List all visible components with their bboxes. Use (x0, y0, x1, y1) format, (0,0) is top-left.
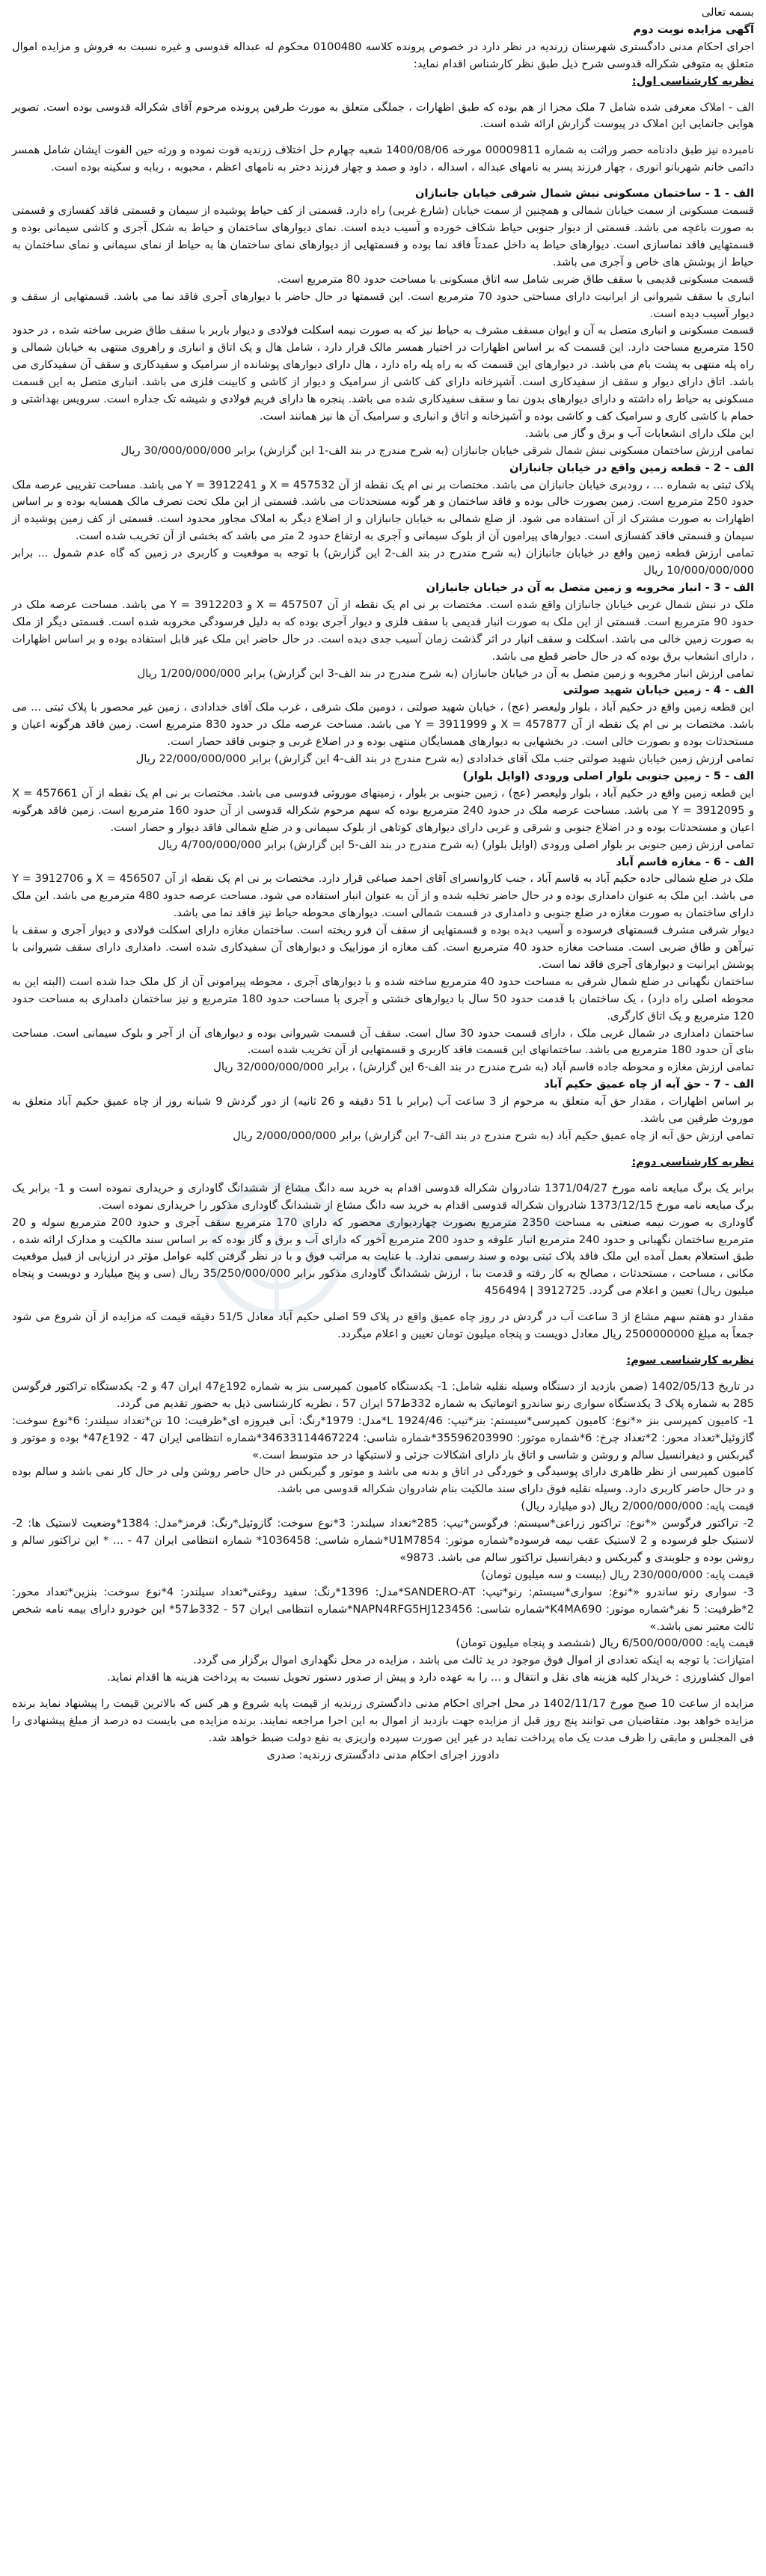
paragraph: این قطعه زمین واقع در حکیم آباد ، بلوار ولیعصر (عج) ، زمین جنوبی بر بلوار ، زمینهای موروثی قدوسی می باشد. مختصات بر نی ام یک نقطه از آن 457661 = X و 3912095 = Y می باشد. مساحت عرصه ملک در حدود 240 مترمربع بوده که سهم مرحوم شکراله قدوسی از آن حدود 160 مترمربع است. زمین فاقد هرگونه اعیان و مستحدثات بوده و در اضلاع جنوبی و شرقی و غربی دارای دیوارهای کوتاهی از بلوک سیمانی و در ضلع شمالی فاقد دیوار و حصار است. (12, 786, 754, 834)
paragraph: انباری با سقف شیروانی از ایرانیت دارای مساحتی حدود 70 مترمربع است. این قسمتها در حال حاضر با دیوارهای آجری فاقد نما می باشد. قسمتهایی از سقف و دیوار آسیب دیده است. (12, 289, 754, 320)
price-line: تمامی ارزش قطعه زمین واقع در خیابان جانبازان (به شرح مندرج در بند الف-2 این گزارش) با توجه به موقعیت و کاربری در زمین که گاه عدم شمول ... برابر 10/000/000/000 ریال (12, 547, 754, 577)
section-heading: الف - 4 - زمین خیابان شهید صولتی (563, 684, 754, 697)
price-line: تمامی ارزش زمین خیابان شهید صولتی جنب ملک آقای خدادادی (به شرح مندرج در بند الف-4 این گزارش) برابر 22/000/000/000 ریال (135, 752, 754, 766)
notice-title: آگهی مزایده نوبت دوم (633, 22, 754, 36)
paragraph: دیوار شرقی مشرف قسمتهای فرسوده و آسیب دیده بوده و قسمتهایی از سقف آن فرو ریخته است. ساختمان مغازه دارای اسکلت فولادی و دیوار آجری و سقف با تیرآهن و طاق ضربی است. مساحت مغازه حدود 40 مترمربع است. کف مغازه از موزاییک و دیوارهای آن سفیدکاری شده است. دامداری دارای سقف شیروانی با پوشش ایرانیت و دیوارهای آجری فاقد نما است. (12, 924, 754, 971)
intro-paragraph: اجرای احکام مدنی دادگستری شهرستان زرندیه در نظر دارد در خصوص پرونده کلاسه 0100480 محکوم له عبداله قدوسی و غیره نسبت به فروش و مزایده اموال متعلق به متوفی شکراله قدوسی شرح ذیل طبق نظر کارشناس اقدام نماید: (12, 40, 754, 70)
section-heading: الف - 5 - زمین جنوبی بلوار اصلی ورودی (اوایل بلوار) (462, 769, 754, 782)
section-heading: الف - 2 - قطعه زمین واقع در خیابان جانبازان (509, 461, 754, 474)
price-line: تمامی ارزش حق آبه از چاه عمیق حکیم آباد (به شرح مندرج در بند الف-7 این گزارش) برابر 2/000/000/000 ریال (233, 1129, 754, 1142)
paragraph: قسمت مسکونی قدیمی با سقف طاق ضربی شامل سه اتاق مسکونی با مساحت حدود 80 مترمربع است. (277, 272, 754, 286)
paragraph: الف - املاک معرفی شده شامل 7 ملک مجزا از هم بوده که طبق اظهارات ، جملگی متعلق به مورث طرفین پرونده مرحوم آقای شکراله قدوسی بوده است. تصویر هوایی جانمایی این املاک در پیوست گزارش ارائه شده است. (12, 100, 755, 131)
paragraph: قسمت مسکونی و انباری متصل به آن و ایوان مسقف مشرف به حیاط نیز که به صورت نیمه اسکلت فولادی و دیوار باربر با سقف طاق ضربی ساخته شده ، در حدود 150 مترمربع مساحت دارد. این قسمت که بر اساس اظهارات در اختیار همسر مالک قرار دارد ، شامل هال و یک اتاق و انباری و راهروی منتهی به خیابان شمالی و راه پله منتهی به پشت بام می باشد. در دیوارهای این قسمت که به راه پله راه دارد ، هال دارای دیوارهای پوشانده از سرامیک و سفیدکاری و سقف آن سفیدکاری می باشد. اتاق دارای دیوار و سقف از سفیدکاری است. آشپزخانه دارای کف کاشی از سرامیک و دیوار از کاشی و کابینت فلزی می باشد. انباری متصل به این قسمت مسکونی به حیاط راه داشته و دارای دیوارهای بدون نما و سقف سفیدکاری شده می باشد. پنجره ها دارای فریم فولادی و شیشه تک جداره است. سرویس بهداشتی و حمام با کاشی کاری و سرامیک کف و کاشی بوده و آشپزخانه و اتاق و انباری و سرامیک آن ها نیز همانند است. (12, 324, 754, 423)
signature-line: دادورز اجرای احکام مدنی دادگستری زرندیه: صدری (266, 1748, 500, 1761)
paragraph: ملک در ضلع شمالی جاده حکیم آباد به قاسم آباد ، جنب کاروانسرای آقای احمد صباغی قرار دارد. مختصات بر نی ام یک نقطه از آن 456507 = X و 3912706 = Y می باشد. این ملک به عنوان دامداری بوده و در حال حاضر تخلیه شده و از آن به عنوان انبار استفاده می شود. مساحت عرصه حدود 480 مترمربع می باشد. این ملک دارای ساختمان به صورت مغازه در ضلع جنوبی و دامداری در قسمت شمالی است. دیوارهای محوطه حیاط نیز فاقد نما می باشد. (12, 872, 754, 920)
paragraph: اموال کشاورزی : خریدار کلیه هزینه های نقل و انتقال و ... را به عهده دارد و پیش از صدور دستور تحویل نسبت به پرداخت هزینه ها اقدام نماید. (107, 1671, 754, 1684)
paragraph: پلاک ثبتی به شماره ... ، رودبری خیابان جانبازان می باشد. مختصات بر نی ام یک نقطه از آن 457532 = X و 3912241 = Y می باشد. مساحت تقریبی عرصه ملک حدود 250 مترمربع است. زمین بصورت خالی بوده و فاقد ساختمان و هر گونه مستحدثات می باشد. قسمتی از این ملک تحت تصرف مالک همسایه بوده و بر اساس اظهارات به صورت مشترک از آن استفاده می شود. از ضلع شمالی به خیابان جانبازان و از اضلاع دیگر به املاک مجاور محدود است. قسمتی از کف زمین پوشیده از سیمان و قسمتی فاقد کفسازی است. دیوارهای پیرامون آن از بلوک سیمانی و آجری به ارتفاع حدود 2 متر می باشد که بخشی از آن تخریب شده است. (12, 478, 755, 543)
basmala: بسمه تعالی (701, 6, 754, 19)
paragraph: نامبرده نیز طبق دادنامه حصر وراثت به شماره 00009811 مورخه 1400/08/06 شعبه چهارم حل اختلاف زرندیه فوت نموده و ورثه حین الفوت ایشان شامل همسر دائمی خانم شهربانو انوری ، چهار فرزند پسر به نامهای عبداله ، اسداله ، داود و صمد و چهار فرزند دختر به نامهای اعظم ، محبوبه ، ربابه و سکینه بوده است. (12, 144, 754, 174)
paragraph: ساختمان نگهبانی در ضلع شمال شرقی به مساحت حدود 40 مترمربع ساخته شده و با دیوارهای آجری ، محوطه پیرامونی آن از کل ملک جدا شده است (البته این به محوطه اصلی راه دارد) ، یک ساختمان با قدمت حدود 50 سال با دیوارهای خشتی و آجری با مساحت حدود 180 مترمربع و نیز ساختمان دامداری به مساحت حدود 120 مترمربع و یک اتاق کارگری. (12, 975, 754, 1022)
paragraph: برابر یک برگ مبایعه نامه مورخ 1371/04/27 شادروان شکراله قدوسی اقدام به خرید سه دانگ مشاع از ششدانگ گاوداری و خریداری نموده است و 1- برابر یک برگ مبایعه نامه مورخ 1373/12/15 شادروان شکراله قدوسی اقدام به خرید سه دانگ مشاع از ششدانگ گاوداری مذکور را خریداری نموده است. (12, 1181, 755, 1212)
expert-opinion-heading: نظریه کارشناسی سوم: (626, 1353, 754, 1367)
paragraph: ساختمان دامداری در شمال غربی ملک ، دارای قسمت حدود 30 سال است. سقف آن قسمت شیروانی بوده و دیوارهای آن از آجر و بلوک سیمانی است. مساحت بنای آن حدود 180 مترمربع می باشد. ساختمانهای این قسمت فاقد کاربری و قسمتهایی از آن تخریب شده است. (12, 1026, 755, 1057)
paragraph: امتیازات: با توجه به اینکه تعدادی از اموال فوق موجود در ید ثالث می باشد ، مزایده در محل نگهداری اموال برگزار می گردد. (193, 1654, 754, 1667)
price-line: تمامی ارزش مغازه و محوطه جاده قاسم آباد (به شرح مندرج در بند الف-6 این گزارش) ، برابر 32/000/000/000 ریال (213, 1061, 754, 1074)
paragraph: 2- تراکتور فرگوسن «*نوع: تراکتور زراعی*سیستم: فرگوسن*تیپ: 285*تعداد سیلندر: 3*نوع سوخت: گازوئیل*رنگ: قرمز*مدل: 1384*وضعیت لاستیک ها: 2- لاستیک جلو فرسوده و 2 لاستیک عقب نیمه فرسوده*شماره موتور: U1M7854*شماره شاسی: 1036458* شماره انتظامی ایران 47 - ... * این تراکتور سالم و روشن بوده و جلوبندی و گیربکس و دیفرانسیل تراکتور سالم می باشد. 9873» (12, 1517, 754, 1564)
expert-opinion-heading: نظریه کارشناسی اول: (631, 74, 754, 88)
paragraph: قسمت مسکونی از سمت خیابان شمالی و همچنین از سمت خیابان (شارع غربی) راه دارد. قسمتی از کف حیاط پوشیده از سیمان و قسمتی فاقد کفسازی و قسمتی به صورت باغچه می باشد. قسمتی از دیوار جنوبی حیاط شکاف خورده و آسیب دیده است. نمای دیوارهای ساختمان و حیاط به شکل آجری و کاشی سیمانی بوده و قسمتهایی فاقد نماسازی است. دیوارهای حیاط به داخل عمدتاً فاقد نما بوده و قسمتهایی از دیوارهای نمای ساختمان ها به حیاط از نمای سیمانی و نمای ساختمان به حیاط از پوشش های خاص و آجری می باشد. (12, 204, 754, 269)
price-line: تمامی ارزش ساختمان مسکونی نبش شمال شرقی خیابان جانبازان (به شرح مندرج در بند الف-1 این گزارش) برابر 30/000/000/000 ریال (120, 444, 754, 457)
paragraph: 1- کامیون کمپرسی بنز «*نوع: کامیون کمپرسی*سیستم: بنز*تیپ: L 1924/46*مدل: 1979*رنگ: آبی فیروزه ای*ظرفیت: 10 تن*تعداد سیلندر: 6*نوع سوخت: گازوئیل*تعداد محور: 2*تعداد چرخ: 6*شماره موتور: 35596203990*شماره شاسی: 34633114467224*شماره انتظامی ایران 47 - 192ع47* بوده و موتور و گیربکس و دیفرانسیل سالم و روشن و شاسی و اتاق بار دارای اشکالات جزئی و لاستیکها در حد متوسط است.» (12, 1414, 754, 1462)
price-line: تمامی ارزش زمین جنوبی بر بلوار اصلی ورودی (اوایل بلوار) (به شرح مندرج در بند الف-5 این گزارش) برابر 4/700/000/000 ریال (158, 838, 754, 851)
auction-terms-paragraph: مزایده از ساعت 10 صبح مورخ 1402/11/17 در محل اجرای احکام مدنی دادگستری زرندیه از قیمت پایه شروع و هر کس که بالاترین قیمت را پیشنهاد نماید برنده مزایده خواهد بود. متقاضیان می توانند پنج روز قبل از مزایده جهت بازدید از اموال به این اجرا مراجعه نمایند. برنده مزایده می بایست ده درصد از مبلغ پیشنهادی را فی المجلس و مابقی را ظرف مدت یک ماه پرداخت نماید در غیر این صورت سپرده واریزی به نفع دولت ضبط خواهد شد. (12, 1697, 754, 1744)
paragraph: در تاریخ 1402/05/13 (ضمن بازدید از دستگاه وسیله نقلیه شامل: 1- یکدستگاه کامیون کمپرسی بنز به شماره 192ع47 ایران 47 و 2- یکدستگاه تراکتور فرگوسن 285 به شماره پلاک 3 یکدستگاه سواری رنو ساندرو اتوماتیک به شماره 332ط57 ایران 57 ، نظریه کارشناسی ذیل به حضور تقدیم می گردد. (12, 1379, 754, 1410)
price-line: تمامی ارزش انبار مخروبه و زمین متصل به آن در خیابان جانبازان (به شرح مندرج در بند الف-3 این گزارش) برابر 1/200/000/000 ریال (137, 666, 754, 680)
section-heading: الف - 3 - انبار مخروبه و زمین متصل به آن در خیابان جانبازان (426, 581, 754, 594)
paragraph: کامیون کمپرسی از نظر ظاهری دارای پوسیدگی و خوردگی در اتاق و بدنه می باشد و موتور و گیربکس در حال حاضر روشن ولی در حال کار نمی باشد و سالم بوده و در حال حاضر کاربری دارد. وسیله نقلیه فوق دارای سند مالکیت بنام شادروان شکراله قدوسی می باشد. (12, 1465, 754, 1496)
paragraph: این قطعه زمین واقع در حکیم آباد ، بلوار ولیعصر (عج) ، خیابان شهید صولتی ، دومین ملک شرقی ، غرب ملک آقای خدادادی ، زمین غیر محصور با پلاک ثبتی ... می باشد. مختصات بر نی ام یک نقطه از آن 457877 = X و 3911999 = Y می باشد. مساحت عرصه ملک در حدود 830 مترمربع است. زمین فاقد هرگونه اعیان و مستحدثات بوده و بصورت خالی است. در بخشهایی به دیوارهای همسایگان منتهی بوده و در اضلاع غربی و جنوبی فاقد حصار است. (12, 701, 754, 749)
paragraph: بر اساس اظهارات ، مقدار حق آبه متعلق به مرحوم از 3 ساعت آب (برابر با 51 دقیقه و 26 ثانیه) از دور گردش 9 شبانه روز از چاه عمیق حکیم آباد متعلق به موروث طرفین می باشد. (12, 1095, 754, 1126)
expert-opinion-heading: نظریه کارشناسی دوم: (631, 1155, 754, 1168)
price-line: قیمت پایه: 6/500/000/000 ریال (ششصد و پنجاه میلیون تومان) (456, 1637, 754, 1650)
paragraph: مقدار دو هفتم سهم مشاع از 3 ساعت آب در گردش در روز چاه عمیق واقع در پلاک 59 اصلی حکیم آباد معادل 51/5 دقیقه قیمت که مزایده از آن شروع می شود جمعاً به مبلغ 2500000000 ریال معادل دویست و پنجاه میلیون تومان تعیین و اعلام میگردد. (12, 1310, 754, 1341)
section-heading: الف - 6 - مغازه قاسم آباد (616, 855, 754, 868)
price-line: قیمت پایه: 230/000/000 ریال (بیست و سه میلیون تومان) (481, 1568, 754, 1581)
paragraph: ملک در نبش شمال غربی خیابان جانبازان واقع شده است. مختصات بر نی ام یک نقطه از آن 457507 = X و 3912203 = Y می باشد. مساحت عرصه ملک در حدود 90 مترمربع است. قسمتی از این ملک به صورت انبار قدیمی با سقف فلزی و دیوار آجری بوده که به دلیل فرسودگی مخروبه شده است. قسمتی دیگر از ملک به صورت زمین خالی می باشد. اسکلت و سقف انبار در اثر گذشت زمان آسیب جدی دیده است. در حال حاضر این ملک غیر قابل استفاده بوده و بر اساس اظهارات ، دارای انشعاب برق بوده که در حال حاضر قطع می باشد. (12, 598, 755, 663)
price-line: قیمت پایه: 2/000/000/000 ریال (دو میلیارد ریال) (521, 1500, 754, 1513)
paragraph: این ملک دارای انشعابات آب و برق و گاز می باشد. (524, 426, 754, 440)
paragraph: گاوداری به صورت نیمه صنعتی به مساحت 2350 مترمربع بصورت چهاردیواری محصور که دارای 170 مترمربع سقف آجری و حدود 200 مترمربع سوله و 20 مترمربع ساختمان نگهبانی و حدود 240 مترمربع انبار علوفه و حدود 200 مترمربع آخور که دارای آب و برق و گاز بوده که بر اساس سند مالکیت و مدارک ارائه شده ، طبق استعلام بعمل آمده این ملک فاقد پلاک ثبتی بوده و سند رسمی ندارد. با عنایت به مراتب فوق و با در نظر گرفتن کلیه عوامل مؤثر در ارزیابی از قبیل موقعیت مکانی ، مساحت ، مستحدثات ، مصالح به کار رفته و قدمت بنا ، ارزش ششدانگ گاوداری مذکور برابر 35/250/000/000 ریال (سی و پنج میلیارد و دویست و پنجاه میلیون ریال) تعیین و اعلام می گردد. 3912725 | 456494 (12, 1215, 754, 1298)
paragraph: 3- سواری رنو ساندرو «*نوع: سواری*سیستم: رنو*تیپ: SANDERO-AT*مدل: 1396*رنگ: سفید روغنی*تعداد سیلندر: 4*نوع سوخت: بنزین*تعداد محور: 2*ظرفیت: 5 نفر*شماره موتور: K4MA690*شماره شاسی: NAPN4RFG5HJ123456*شماره انتظامی ایران 57 - 332ط57* این خودرو دارای بیمه نامه شخص ثالث معتبر نمی باشد.» (12, 1585, 755, 1633)
section-heading: الف - 7 - حق آبه از چاه عمیق حکیم آباد (544, 1078, 754, 1091)
section-heading: الف - 1 - ساختمان مسکونی نبش شمال شرقی خیابان جانبازان (415, 187, 754, 200)
